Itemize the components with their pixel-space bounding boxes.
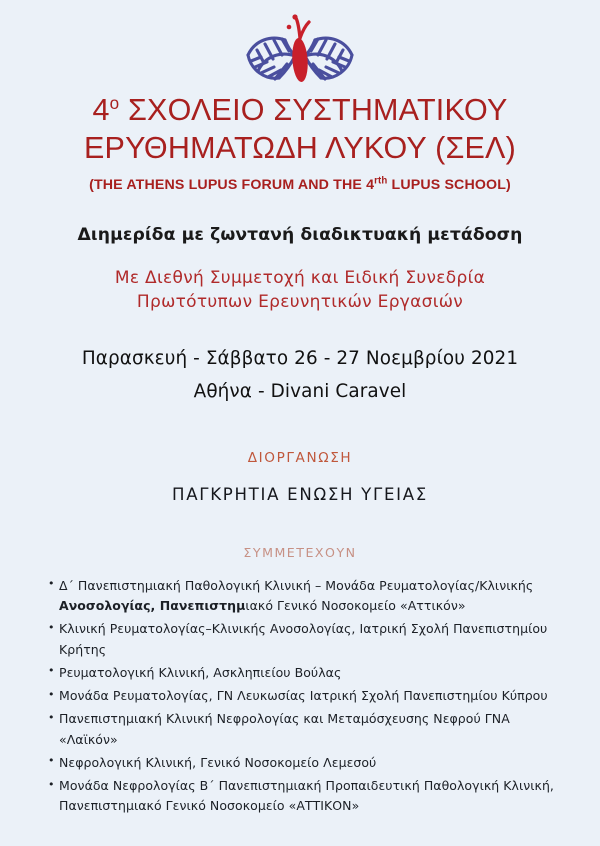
page-title: [18, 92, 582, 168]
subtitle-red-line-1: Με Διεθνή Συμμετοχή και Ειδική Συνεδρία: [114, 267, 486, 288]
participant-line-2-rest: ιακό Γενικό Νοσοκομείο «Αττικόν»: [245, 598, 466, 614]
participant-line-1: Μονάδα Νεφρολογίας Β΄ Πανεπιστημιακή Προπαιδευτική Παθολογική Κλινική,: [59, 778, 554, 794]
organiser-block: [0, 450, 600, 504]
subtitle-block: [0, 225, 600, 314]
lupus-butterfly-dna-logo: [241, 14, 359, 90]
butterfly-body: [291, 38, 309, 83]
participant-line-2: [59, 596, 572, 616]
participant-line-1: Μονάδα Ρευματολογίας, ΓΝ Λευκωσίας Ιατρική Σχολή Πανεπιστημίου Κύπρου: [59, 688, 548, 704]
participant-line-1: Δ΄ Πανεπιστημιακή Παθολογική Κλινική – Μονάδα Ρευματολογίας/Κλινικής: [59, 577, 534, 593]
title-ordinal-suffix: ο: [109, 93, 120, 113]
participant-line-2-strong: Ανοσολογίας, Πανεπιστημ: [59, 598, 246, 614]
event-date: Παρασκευή - Σάββατο 26 - 27 Νοεμβρίου 2021: [81, 347, 519, 369]
participants-list: [0, 576, 600, 817]
english-title-ordinal-suffix: rth: [374, 174, 388, 186]
subtitle-red-line-2: Πρωτότυπων Ερευνητικών Εργασιών: [136, 291, 464, 312]
title-block: [0, 92, 600, 193]
english-title: [18, 174, 582, 193]
english-title-prefix: (THE ATHENS LUPUS FORUM AND THE: [89, 176, 367, 193]
list-item: [48, 576, 572, 617]
list-item: [48, 619, 572, 660]
organiser-name: ΠΑΓΚΡΗΤΙΑ ΕΝΩΣΗ ΥΓΕΙΑΣ: [172, 484, 428, 504]
subtitle-broadcast: Διημερίδα με ζωντανή διαδικτυακή μετάδοση: [77, 224, 523, 245]
english-title-ordinal: 4: [366, 176, 375, 193]
event-venue: Αθήνα - Divani Caravel: [193, 380, 407, 402]
participant-line-1: Ρευματολογική Κλινική, Ασκληπιείου Βούλας: [59, 664, 342, 680]
title-ordinal: 4: [92, 93, 110, 127]
english-title-suffix: LUPUS SCHOOL): [387, 176, 511, 193]
subtitle-special-session: [20, 266, 580, 314]
organiser-heading: ΔΙΟΡΓΑΝΩΣΗ: [247, 449, 353, 466]
title-line-2: ΕΡΥΘΗΜΑΤΩΔΗ ΛΥΚΟΥ (ΣΕΛ): [84, 130, 516, 165]
logo-container: [0, 0, 600, 92]
participants-heading: ΣΥΜΜΕΤΕΧΟΥΝ: [243, 544, 357, 560]
list-item: [48, 776, 572, 817]
event-details: [0, 348, 600, 402]
list-item: [48, 753, 572, 773]
participant-line-2: Πανεπιστημιακό Γενικό Νοσοκομείο «ΑΤΤΙΚΟΝ»: [59, 798, 360, 814]
list-item: [48, 686, 572, 706]
list-item: [48, 663, 572, 683]
title-line-1: ΣΧΟΛΕΙΟ ΣΥΣΤΗΜΑΤΙΚΟΥ: [119, 93, 508, 127]
participant-line-1: Νεφρολογική Κλινική, Γενικό Νοσοκομείο Λεμεσού: [59, 754, 377, 770]
list-item: [48, 709, 572, 750]
participant-line-1: Κλινική Ρευματολογίας–Κλινικής Ανοσολογίας, Ιατρική Σχολή Πανεπιστημίου Κρήτης: [59, 621, 548, 657]
participant-line-1: Πανεπιστημιακή Κλινική Νεφρολογίας και Μεταμόσχευσης Νεφρού ΓΝΑ «Λαϊκόν»: [59, 711, 510, 747]
